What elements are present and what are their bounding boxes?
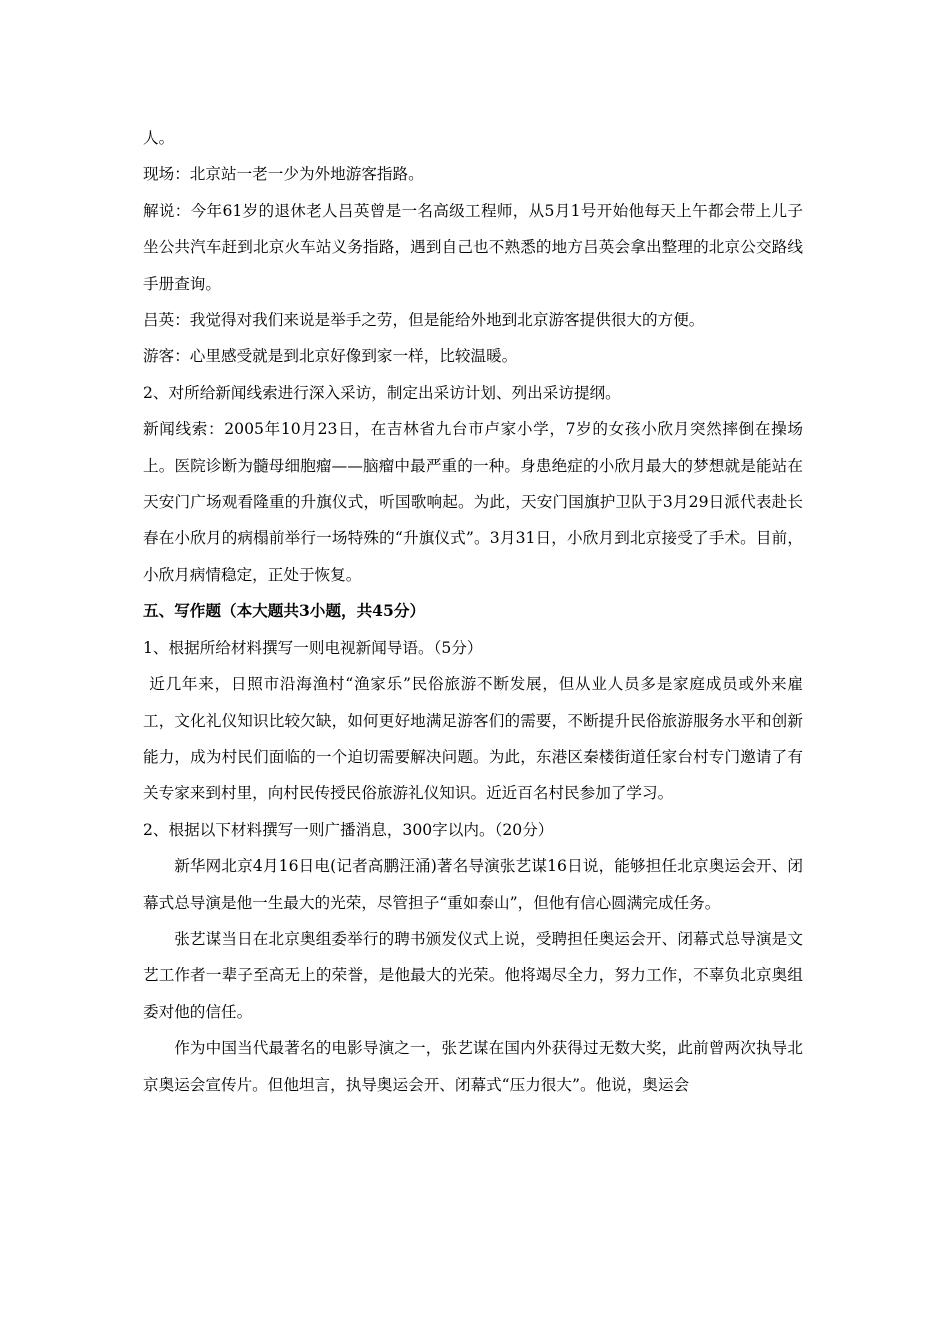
scene-line: 现场：北京站一老一少为外地游客指路。	[143, 165, 424, 184]
narration-paragraph: 解说：今年61岁的退休老人吕英曾是一名高级工程师，从5月1号开始他每天上午都会带上儿子坐公共汽车赶到北京火车站义务指路，遇到自己也不熟悉的地方吕英会拿出整理的北京公交路线手册查询。	[143, 201, 803, 293]
material-1-paragraph: 近几年来，日照市沿海渔村“渔家乐”民俗旅游不断发展，但从业人员多是家庭成员或外来雇工，文化礼仪知识比较欠缺，如何更好地满足游客们的需要，不断提升民俗旅游服务水平和创新能力，成为村民们面临的一个迫切需要解决问题。为此，东港区秦楼街道任家台村专门邀请了有关专家来到村里，向村民传授民俗旅游礼仪知识。近近百名村民参加了学习。	[143, 675, 803, 803]
material-2-paragraph-2: 张艺谋当日在北京奥组委举行的聘书颁发仪式上说，受聘担任奥运会开、闭幕式总导演是文艺工作者一辈子至高无上的荣誉，是他最大的光荣。他将竭尽全力，努力工作，不辜负北京奥组委对他的信任。	[143, 929, 803, 1021]
question-2-interview: 2、对所给新闻线索进行深入采访，制定出采访计划、列出采访提纲。	[143, 383, 621, 402]
document-body	[143, 120, 803, 1103]
lvying-quote: 吕英：我觉得对我们来说是举手之劳，但是能给外地到北京游客提供很大的方便。	[143, 311, 705, 330]
writing-question-1: 1、根据所给材料撰写一则电视新闻导语。（5分）	[143, 638, 483, 657]
material-2-paragraph-1: 新华网北京4月16日电(记者高鹏汪涌)著名导演张艺谋16日说，能够担任北京奥运会开、闭幕式总导演是他一生最大的光荣，尽管担子“重如泰山”，但他有信心圆满完成任务。	[143, 857, 803, 912]
section-five-heading: 五、写作题（本大题共3小题，共45分）	[143, 601, 426, 621]
writing-question-2: 2、根据以下材料撰写一则广播消息，300字以内。（20分）	[143, 820, 554, 839]
material-2-paragraph-3: 作为中国当代最著名的电影导演之一，张艺谋在国内外获得过无数大奖，此前曾两次执导北京奥运会宣传片。但他坦言，执导奥运会开、闭幕式“压力很大”。他说，奥运会	[143, 1039, 803, 1094]
paragraph-tail: 人。	[143, 129, 175, 147]
tourist-quote: 游客：心里感受就是到北京好像到家一样，比较温暖。	[143, 347, 518, 366]
news-clue-paragraph: 新闻线索：2005年10月23日，在吉林省九台市卢家小学，7岁的女孩小欣月突然摔倒在操场上。医院诊断为髓母细胞瘤——脑瘤中最严重的一种。身患绝症的小欣月最大的梦想就是能站在天安门广场观看隆重的升旗仪式，听国歌响起。为此，天安门国旗护卫队于3月29日派代表赴长春在小欣月的病榻前举行一场特殊的“升旗仪式”。3月31日，小欣月到北京接受了手术。目前，小欣月病情稳定，正处于恢复。	[143, 420, 803, 584]
